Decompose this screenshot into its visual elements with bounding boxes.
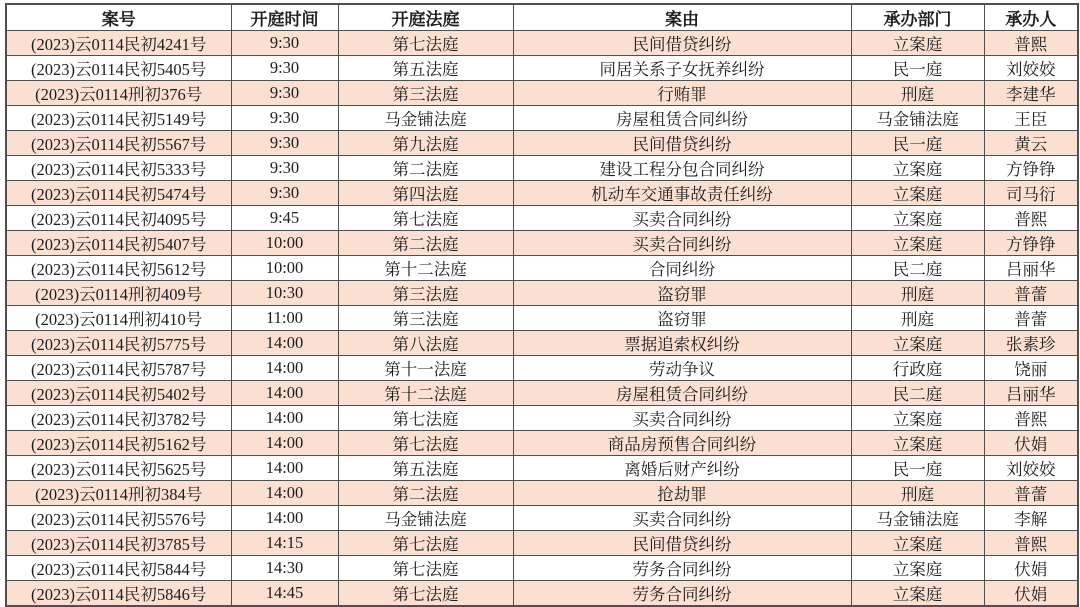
table-cell-courtroom: 第三法庭 bbox=[338, 281, 513, 306]
column-header-handler: 承办人 bbox=[984, 4, 1078, 31]
table-cell-courtroom: 第十二法庭 bbox=[338, 256, 513, 281]
table-cell-time: 14:00 bbox=[231, 331, 338, 356]
table-cell-case_no: (2023)云0114民初4095号 bbox=[6, 206, 231, 231]
table-row bbox=[6, 281, 1078, 306]
table-cell-courtroom: 第七法庭 bbox=[338, 31, 513, 56]
table-row bbox=[6, 231, 1078, 256]
table-cell-time: 9:30 bbox=[231, 106, 338, 131]
table-row bbox=[6, 481, 1078, 506]
table-row bbox=[6, 331, 1078, 356]
table-row bbox=[6, 531, 1078, 556]
table-cell-case_no: (2023)云0114刑初384号 bbox=[6, 481, 231, 506]
table-cell-department: 民二庭 bbox=[851, 381, 984, 406]
table-cell-handler: 方铮铮 bbox=[984, 231, 1078, 256]
table-cell-case_no: (2023)云0114民初5149号 bbox=[6, 106, 231, 131]
table-cell-department: 行政庭 bbox=[851, 356, 984, 381]
table-cell-case_no: (2023)云0114民初5775号 bbox=[6, 331, 231, 356]
table-row bbox=[6, 131, 1078, 156]
column-header-time: 开庭时间 bbox=[231, 4, 338, 31]
table-cell-courtroom: 第二法庭 bbox=[338, 481, 513, 506]
table-cell-department: 刑庭 bbox=[851, 481, 984, 506]
table-cell-handler: 伏娟 bbox=[984, 581, 1078, 607]
table-cell-courtroom: 马金铺法庭 bbox=[338, 506, 513, 531]
table-cell-case_no: (2023)云0114民初5625号 bbox=[6, 456, 231, 481]
table-cell-department: 立案庭 bbox=[851, 31, 984, 56]
table-cell-department: 立案庭 bbox=[851, 431, 984, 456]
table-cell-case_no: (2023)云0114民初3782号 bbox=[6, 406, 231, 431]
table-cell-time: 9:45 bbox=[231, 206, 338, 231]
table-cell-case_no: (2023)云0114民初5402号 bbox=[6, 381, 231, 406]
table-cell-handler: 普蕾 bbox=[984, 306, 1078, 331]
table-cell-department: 立案庭 bbox=[851, 406, 984, 431]
table-cell-cause: 买卖合同纠纷 bbox=[513, 506, 851, 531]
table-cell-cause: 盗窃罪 bbox=[513, 306, 851, 331]
table-row bbox=[6, 156, 1078, 181]
table-cell-case_no: (2023)云0114民初5567号 bbox=[6, 131, 231, 156]
table-cell-cause: 离婚后财产纠纷 bbox=[513, 456, 851, 481]
table-cell-time: 14:00 bbox=[231, 506, 338, 531]
table-cell-cause: 买卖合同纠纷 bbox=[513, 406, 851, 431]
table-row bbox=[6, 406, 1078, 431]
table-cell-courtroom: 第七法庭 bbox=[338, 556, 513, 581]
table-cell-handler: 普蕾 bbox=[984, 281, 1078, 306]
table-cell-department: 立案庭 bbox=[851, 581, 984, 607]
table-cell-handler: 普熙 bbox=[984, 31, 1078, 56]
table-cell-handler: 普蕾 bbox=[984, 481, 1078, 506]
table-cell-courtroom: 第三法庭 bbox=[338, 81, 513, 106]
table-cell-department: 马金铺法庭 bbox=[851, 106, 984, 131]
table-cell-handler: 吕丽华 bbox=[984, 381, 1078, 406]
table-row bbox=[6, 31, 1078, 56]
table-cell-department: 刑庭 bbox=[851, 281, 984, 306]
spreadsheet-area bbox=[5, 3, 1079, 607]
column-header-department: 承办部门 bbox=[851, 4, 984, 31]
table-cell-handler: 李解 bbox=[984, 506, 1078, 531]
table-cell-time: 10:00 bbox=[231, 231, 338, 256]
table-cell-case_no: (2023)云0114民初3785号 bbox=[6, 531, 231, 556]
table-cell-handler: 普熙 bbox=[984, 531, 1078, 556]
table-cell-cause: 合同纠纷 bbox=[513, 256, 851, 281]
table-cell-courtroom: 第七法庭 bbox=[338, 406, 513, 431]
table-cell-time: 9:30 bbox=[231, 31, 338, 56]
table-cell-department: 民一庭 bbox=[851, 131, 984, 156]
table-cell-handler: 王臣 bbox=[984, 106, 1078, 131]
table-cell-cause: 劳务合同纠纷 bbox=[513, 581, 851, 607]
table-cell-case_no: (2023)云0114民初5407号 bbox=[6, 231, 231, 256]
table-cell-courtroom: 第五法庭 bbox=[338, 456, 513, 481]
table-cell-case_no: (2023)云0114刑初409号 bbox=[6, 281, 231, 306]
table-cell-time: 14:30 bbox=[231, 556, 338, 581]
table-cell-handler: 刘姣姣 bbox=[984, 456, 1078, 481]
table-cell-handler: 普熙 bbox=[984, 406, 1078, 431]
table-cell-courtroom: 第十一法庭 bbox=[338, 356, 513, 381]
table-cell-time: 14:00 bbox=[231, 456, 338, 481]
table-cell-department: 立案庭 bbox=[851, 156, 984, 181]
header-row bbox=[6, 4, 1078, 31]
table-cell-cause: 买卖合同纠纷 bbox=[513, 206, 851, 231]
table-cell-cause: 买卖合同纠纷 bbox=[513, 231, 851, 256]
table-cell-cause: 盗窃罪 bbox=[513, 281, 851, 306]
table-cell-department: 刑庭 bbox=[851, 81, 984, 106]
table-cell-handler: 吕丽华 bbox=[984, 256, 1078, 281]
table-cell-time: 11:00 bbox=[231, 306, 338, 331]
table-cell-cause: 行贿罪 bbox=[513, 81, 851, 106]
table-cell-time: 10:00 bbox=[231, 256, 338, 281]
table-cell-handler: 方铮铮 bbox=[984, 156, 1078, 181]
table-cell-courtroom: 第二法庭 bbox=[338, 231, 513, 256]
table-cell-time: 14:45 bbox=[231, 581, 338, 607]
table-cell-case_no: (2023)云0114民初5612号 bbox=[6, 256, 231, 281]
table-row bbox=[6, 506, 1078, 531]
table-cell-department: 民二庭 bbox=[851, 256, 984, 281]
column-header-courtroom: 开庭法庭 bbox=[338, 4, 513, 31]
table-cell-handler: 普熙 bbox=[984, 206, 1078, 231]
table-cell-case_no: (2023)云0114民初5576号 bbox=[6, 506, 231, 531]
column-header-case_no: 案号 bbox=[6, 4, 231, 31]
table-row bbox=[6, 256, 1078, 281]
table-cell-department: 立案庭 bbox=[851, 556, 984, 581]
table-cell-department: 民一庭 bbox=[851, 56, 984, 81]
table-row bbox=[6, 431, 1078, 456]
table-cell-courtroom: 第七法庭 bbox=[338, 431, 513, 456]
table-cell-department: 立案庭 bbox=[851, 531, 984, 556]
table-row bbox=[6, 206, 1078, 231]
table-cell-time: 14:15 bbox=[231, 531, 338, 556]
table-cell-handler: 张素珍 bbox=[984, 331, 1078, 356]
table-cell-time: 14:00 bbox=[231, 481, 338, 506]
table-cell-time: 10:30 bbox=[231, 281, 338, 306]
table-cell-department: 刑庭 bbox=[851, 306, 984, 331]
table-cell-case_no: (2023)云0114民初5333号 bbox=[6, 156, 231, 181]
table-cell-cause: 房屋租赁合同纠纷 bbox=[513, 106, 851, 131]
table-cell-handler: 李建华 bbox=[984, 81, 1078, 106]
table-cell-courtroom: 第九法庭 bbox=[338, 131, 513, 156]
table-cell-case_no: (2023)云0114民初5787号 bbox=[6, 356, 231, 381]
table-cell-courtroom: 第三法庭 bbox=[338, 306, 513, 331]
table-header bbox=[6, 4, 1078, 31]
table-cell-case_no: (2023)云0114刑初410号 bbox=[6, 306, 231, 331]
table-cell-time: 14:00 bbox=[231, 431, 338, 456]
table-cell-department: 立案庭 bbox=[851, 331, 984, 356]
table-row bbox=[6, 106, 1078, 131]
table-cell-courtroom: 第五法庭 bbox=[338, 56, 513, 81]
table-cell-handler: 黄云 bbox=[984, 131, 1078, 156]
table-cell-time: 9:30 bbox=[231, 156, 338, 181]
table-cell-time: 9:30 bbox=[231, 131, 338, 156]
table-cell-time: 14:00 bbox=[231, 406, 338, 431]
table-cell-department: 立案庭 bbox=[851, 206, 984, 231]
table-cell-cause: 抢劫罪 bbox=[513, 481, 851, 506]
table-cell-case_no: (2023)云0114民初5405号 bbox=[6, 56, 231, 81]
table-cell-time: 9:30 bbox=[231, 81, 338, 106]
table-cell-handler: 司马衍 bbox=[984, 181, 1078, 206]
table-cell-cause: 民间借贷纠纷 bbox=[513, 31, 851, 56]
table-cell-time: 14:00 bbox=[231, 356, 338, 381]
table-cell-case_no: (2023)云0114刑初376号 bbox=[6, 81, 231, 106]
table-cell-time: 14:00 bbox=[231, 381, 338, 406]
table-cell-courtroom: 第四法庭 bbox=[338, 181, 513, 206]
table-row bbox=[6, 556, 1078, 581]
table-cell-cause: 劳务合同纠纷 bbox=[513, 556, 851, 581]
table-cell-department: 民一庭 bbox=[851, 456, 984, 481]
table-cell-cause: 民间借贷纠纷 bbox=[513, 131, 851, 156]
table-row bbox=[6, 306, 1078, 331]
table-cell-case_no: (2023)云0114民初5844号 bbox=[6, 556, 231, 581]
table-row bbox=[6, 56, 1078, 81]
table-cell-cause: 票据追索权纠纷 bbox=[513, 331, 851, 356]
table-row bbox=[6, 381, 1078, 406]
table-cell-courtroom: 第七法庭 bbox=[338, 581, 513, 607]
table-cell-courtroom: 第八法庭 bbox=[338, 331, 513, 356]
table-cell-department: 立案庭 bbox=[851, 181, 984, 206]
table-cell-cause: 商品房预售合同纠纷 bbox=[513, 431, 851, 456]
table-cell-handler: 伏娟 bbox=[984, 431, 1078, 456]
table-cell-case_no: (2023)云0114民初5474号 bbox=[6, 181, 231, 206]
table-cell-cause: 建设工程分包合同纠纷 bbox=[513, 156, 851, 181]
table-cell-handler: 刘姣姣 bbox=[984, 56, 1078, 81]
table-cell-handler: 伏娟 bbox=[984, 556, 1078, 581]
table-cell-cause: 机动车交通事故责任纠纷 bbox=[513, 181, 851, 206]
table-cell-time: 9:30 bbox=[231, 56, 338, 81]
table-cell-department: 立案庭 bbox=[851, 231, 984, 256]
table-cell-cause: 同居关系子女抚养纠纷 bbox=[513, 56, 851, 81]
table-cell-case_no: (2023)云0114民初5846号 bbox=[6, 581, 231, 607]
table-cell-case_no: (2023)云0114民初5162号 bbox=[6, 431, 231, 456]
table-cell-courtroom: 第七法庭 bbox=[338, 206, 513, 231]
table-row bbox=[6, 81, 1078, 106]
table-row bbox=[6, 456, 1078, 481]
table-cell-case_no: (2023)云0114民初4241号 bbox=[6, 31, 231, 56]
table-cell-cause: 房屋租赁合同纠纷 bbox=[513, 381, 851, 406]
table-cell-cause: 民间借贷纠纷 bbox=[513, 531, 851, 556]
table-cell-courtroom: 第七法庭 bbox=[338, 531, 513, 556]
table-body bbox=[6, 31, 1078, 607]
table-cell-time: 9:30 bbox=[231, 181, 338, 206]
table-row bbox=[6, 356, 1078, 381]
table-cell-department: 马金铺法庭 bbox=[851, 506, 984, 531]
table-cell-handler: 饶丽 bbox=[984, 356, 1078, 381]
table-row bbox=[6, 181, 1078, 206]
table-cell-courtroom: 第十二法庭 bbox=[338, 381, 513, 406]
table-cell-courtroom: 第二法庭 bbox=[338, 156, 513, 181]
table-row bbox=[6, 581, 1078, 607]
hearing-schedule-table bbox=[5, 3, 1079, 607]
table-cell-courtroom: 马金铺法庭 bbox=[338, 106, 513, 131]
column-header-cause: 案由 bbox=[513, 4, 851, 31]
table-cell-cause: 劳动争议 bbox=[513, 356, 851, 381]
